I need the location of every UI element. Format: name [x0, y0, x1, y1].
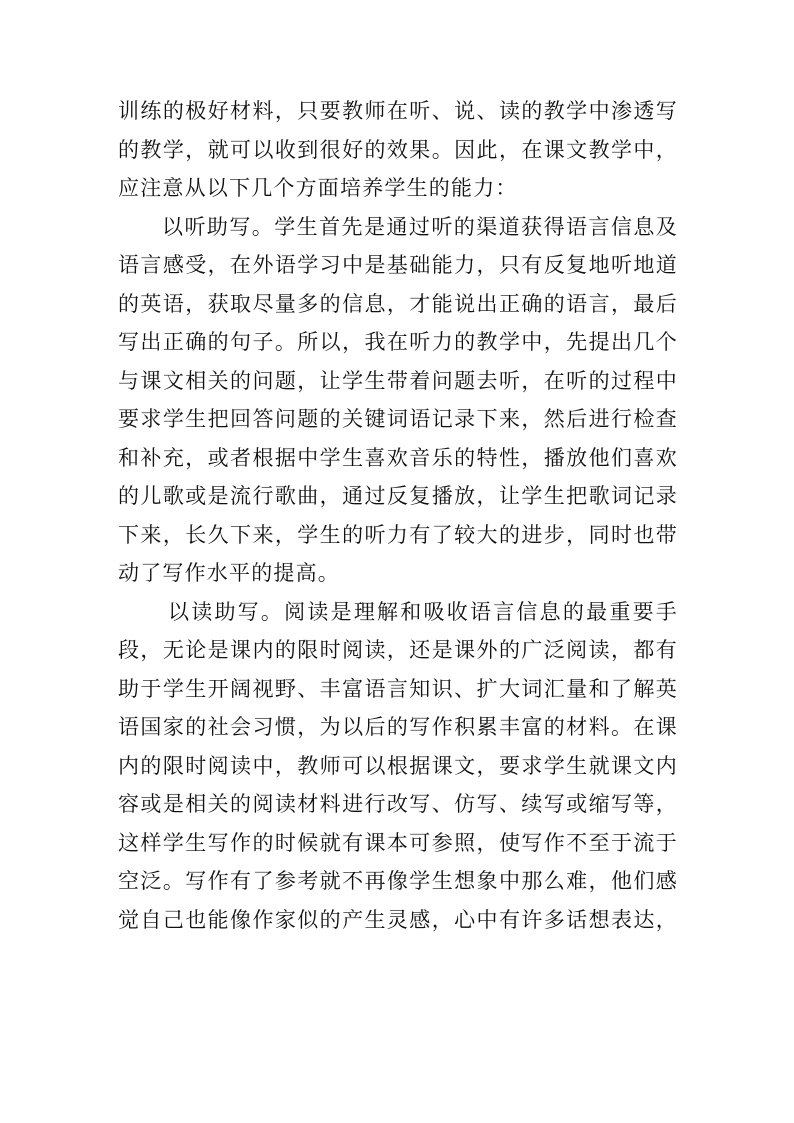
- text-line: 的儿歌或是流行歌曲，通过反复播放，让学生把歌词记录: [118, 484, 678, 508]
- text-line: 助于学生开阔视野、丰富语言知识、扩大词汇量和了解英: [118, 676, 678, 701]
- text-line: 训练的极好材料，只要教师在听、说、读的教学中渗透写: [118, 99, 678, 123]
- text-line: 应注意从以下几个方面培养学生的能力：: [118, 176, 518, 200]
- text-line: 与课文相关的问题，让学生带着问题去听，在听的过程中: [118, 368, 678, 393]
- text-line: 语言感受，在外语学习中是基础能力，只有反复地听地道: [118, 253, 678, 277]
- text-line: 的教学，就可以收到很好的效果。因此，在课文教学中，: [118, 137, 678, 162]
- text-line: 动了写作水平的提高。: [118, 561, 340, 585]
- text-line: 下来，长久下来，学生的听力有了较大的进步，同时也带: [118, 522, 678, 547]
- text-line: 的英语，获取尽量多的信息，才能说出正确的语言，最后: [118, 291, 678, 316]
- text-line: 这样学生写作的时候就有课本可参照，使写作不至于流于: [118, 830, 678, 855]
- paragraph-start-line: 以听助写。学生首先是通过听的渠道获得语言信息及: [162, 214, 678, 239]
- text-line: 空泛。写作有了参考就不再像学生想象中那么难，他们感: [118, 869, 678, 893]
- text-line: 容或是相关的阅读材料进行改写、仿写、续写或缩写等，: [118, 792, 678, 816]
- body-text: [118, 92, 678, 939]
- paragraph-start-line: 以读助写。阅读是理解和吸收语言信息的最重要手: [168, 599, 678, 624]
- text-line: 和补充，或者根据中学生喜欢音乐的特性，播放他们喜欢: [118, 445, 678, 470]
- text-line: 段，无论是课内的限时阅读，还是课外的广泛阅读，都有: [118, 638, 678, 662]
- text-line: 要求学生把回答问题的关键词语记录下来，然后进行检查: [118, 407, 678, 431]
- text-line: 觉自己也能像作家似的产生灵感，心中有许多话想表达，: [118, 907, 678, 932]
- text-line: 写出正确的句子。所以，我在听力的教学中，先提出几个: [118, 330, 678, 354]
- text-line: 内的限时阅读中，教师可以根据课文，要求学生就课文内: [118, 753, 678, 778]
- text-line: 语国家的社会习惯，为以后的写作积累丰富的材料。在课: [118, 715, 678, 739]
